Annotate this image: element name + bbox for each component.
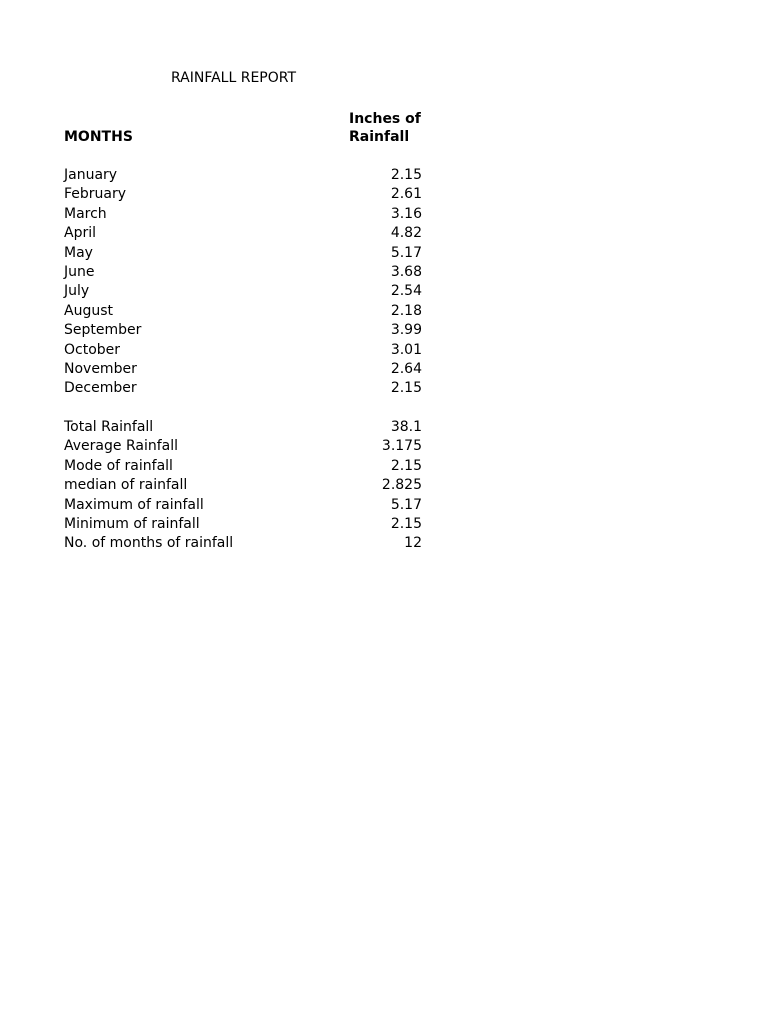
rainfall-value: 2.18 [390,302,422,319]
stat-value: 12 [404,535,422,552]
rainfall-value: 2.15 [390,380,422,397]
report-title: RAINFALL REPORT [171,70,297,86]
month-label: January [64,167,118,183]
table-row-june [64,263,422,282]
rainfall-header-line2: Rainfall [349,129,410,145]
month-label: December [64,380,137,397]
stat-row-median [64,476,422,495]
rainfall-value: 2.64 [390,360,422,377]
month-label: July [64,283,90,300]
stat-row-total [64,418,422,437]
month-label: April [64,225,96,242]
stat-value: 3.175 [381,438,422,455]
table-row-july [64,282,422,301]
stat-label: Maximum of rainfall [64,496,204,513]
stat-value: 2.825 [381,477,422,494]
stat-row-maximum [64,496,422,515]
rainfall-value: 3.01 [390,341,422,358]
table-row-september [64,321,422,340]
rainfall-value: 3.16 [390,205,422,222]
stat-value: 2.15 [390,515,422,532]
table-row-april [64,224,422,243]
stat-row-minimum [64,515,422,534]
months-column-header: MONTHS [64,129,133,145]
table-row-october [64,341,422,360]
stat-row-average [64,437,422,456]
rainfall-value: 3.99 [390,322,422,339]
table-row-december [64,379,422,398]
rainfall-value: 2.61 [390,186,422,203]
table-row-november [64,360,422,379]
monthly-rainfall-table [64,166,422,399]
table-row-january [64,166,422,185]
stat-value: 2.15 [390,457,422,474]
rainfall-value: 4.82 [390,225,422,242]
stat-row-month-count [64,534,422,553]
month-label: February [64,186,127,203]
stat-label: Minimum of rainfall [64,515,200,532]
stat-label: Average Rainfall [64,438,178,455]
table-row-august [64,302,422,321]
month-label: May [64,244,93,261]
stat-value: 5.17 [390,496,422,513]
stat-label: Mode of rainfall [64,457,173,474]
month-label: March [64,205,107,222]
rainfall-statistics-table [64,418,422,554]
month-label: October [64,341,121,358]
table-row-march [64,205,422,224]
stat-value: 38.1 [390,419,422,435]
rainfall-value: 5.17 [390,244,422,261]
month-label: November [64,360,137,377]
stat-label: No. of months of rainfall [64,535,234,552]
month-label: June [64,263,95,280]
month-label: September [64,322,142,339]
rainfall-header-line1: Inches of [349,111,421,127]
stat-label: median of rainfall [64,477,188,494]
table-row-may [64,244,422,263]
rainfall-value: 2.54 [390,283,422,300]
rainfall-column-header [349,110,421,146]
month-label: August [64,302,113,319]
stat-label: Total Rainfall [64,419,154,435]
stat-row-mode [64,457,422,476]
table-row-february [64,185,422,204]
rainfall-value: 2.15 [390,167,422,183]
rainfall-value: 3.68 [390,263,422,280]
